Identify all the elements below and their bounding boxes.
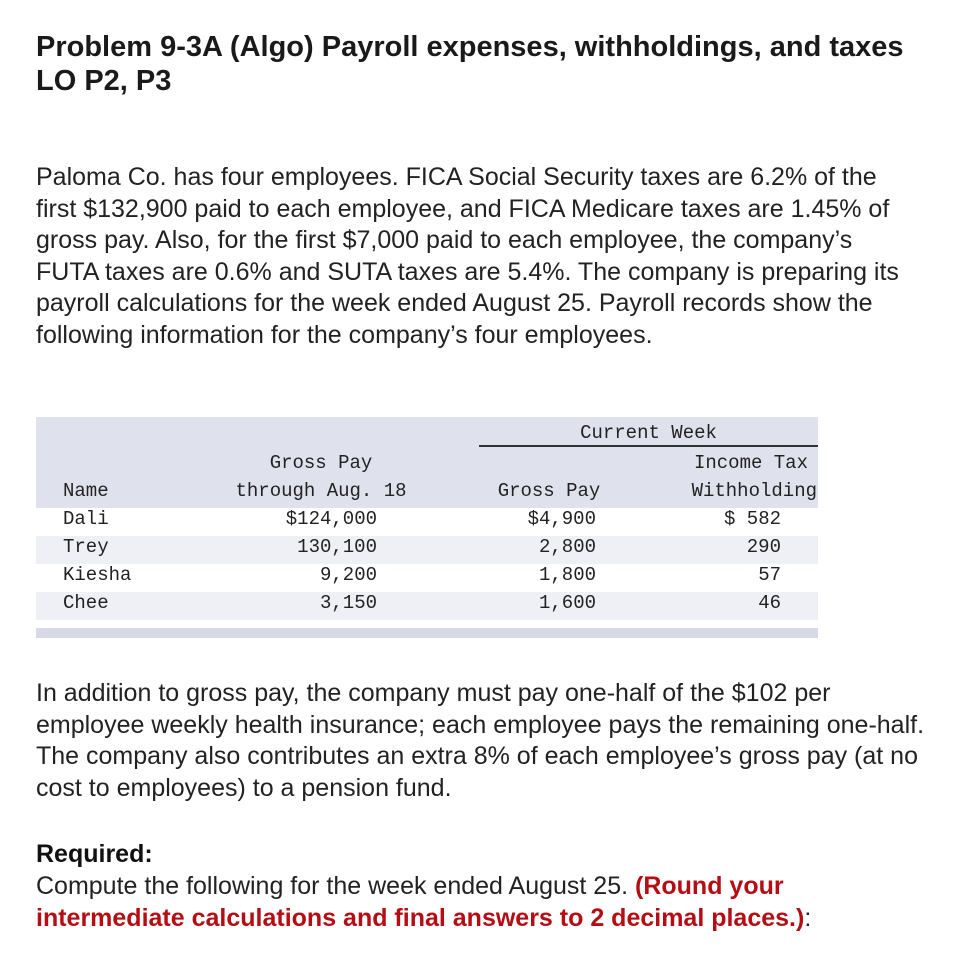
employee-name: Chee [63, 592, 109, 614]
current-week-header: Current Week [580, 422, 717, 444]
gross-pay-value: 1,800 [538, 564, 596, 586]
gross-ytd-value: 3,150 [319, 592, 377, 614]
gross-pay-value: $4,900 [527, 508, 596, 530]
employee-name: Trey [63, 536, 109, 558]
income-tax-header-line1: Income Tax [693, 452, 808, 474]
current-week-underline [479, 445, 818, 447]
problem-title: Problem 9-3A (Algo) Payroll expenses, withholdings, and taxes LO P2, P3 [36, 31, 904, 97]
employee-name: Kiesha [63, 564, 132, 586]
gross-pay-header: Gross Pay [497, 480, 601, 502]
name-header: Name [63, 480, 109, 502]
insurance-paragraph: In addition to gross pay, the company must pay one-half of the $102 per employee weekly health insurance; each employee pays the remaining one-half. The company also contributes an extra 8% of each employee’s gross pay (at no cost to employees) to a pension fund. [36, 679, 925, 802]
table-footer-band [36, 628, 818, 638]
income-tax-header-line2: Withholding [691, 480, 817, 502]
income-tax-value: 46 [758, 592, 781, 614]
income-tax-value: $ 582 [723, 508, 781, 530]
gross-ytd-header-line2: through Aug. 18 [235, 480, 407, 502]
required-end: : [804, 903, 812, 932]
gross-pay-value: 1,600 [538, 592, 596, 614]
gross-ytd-header-line1: Gross Pay [269, 452, 373, 474]
gross-ytd-value: $124,000 [285, 508, 377, 530]
gross-ytd-value: 130,100 [297, 536, 377, 558]
income-tax-value: 290 [746, 536, 781, 558]
gross-ytd-value: 9,200 [319, 564, 377, 586]
payroll-table [36, 417, 818, 638]
required-instruction [36, 871, 936, 934]
required-text: Compute the following for the week ended August 25. [36, 872, 629, 900]
rounding-note: (Round your intermediate calculations and final answers to 2 decimal places.) [36, 872, 805, 932]
gross-pay-value: 2,800 [538, 536, 596, 558]
required-label: Required: [36, 840, 153, 868]
employee-name: Dali [63, 508, 109, 530]
intro-paragraph: Paloma Co. has four employees. FICA Social Security taxes are 6.2% of the first $132,900 paid to each employee, and FICA Medicare taxes are 1.45% of gross pay. Also, for the first $7,000 paid to each employee, the company’s FUTA taxes are 0.6% and SUTA taxes are 5.4%. The company is preparing its payroll calculations for the week ended August 25. Payroll records show the following information for the company’s four employees. [36, 163, 899, 349]
income-tax-value: 57 [758, 564, 781, 586]
